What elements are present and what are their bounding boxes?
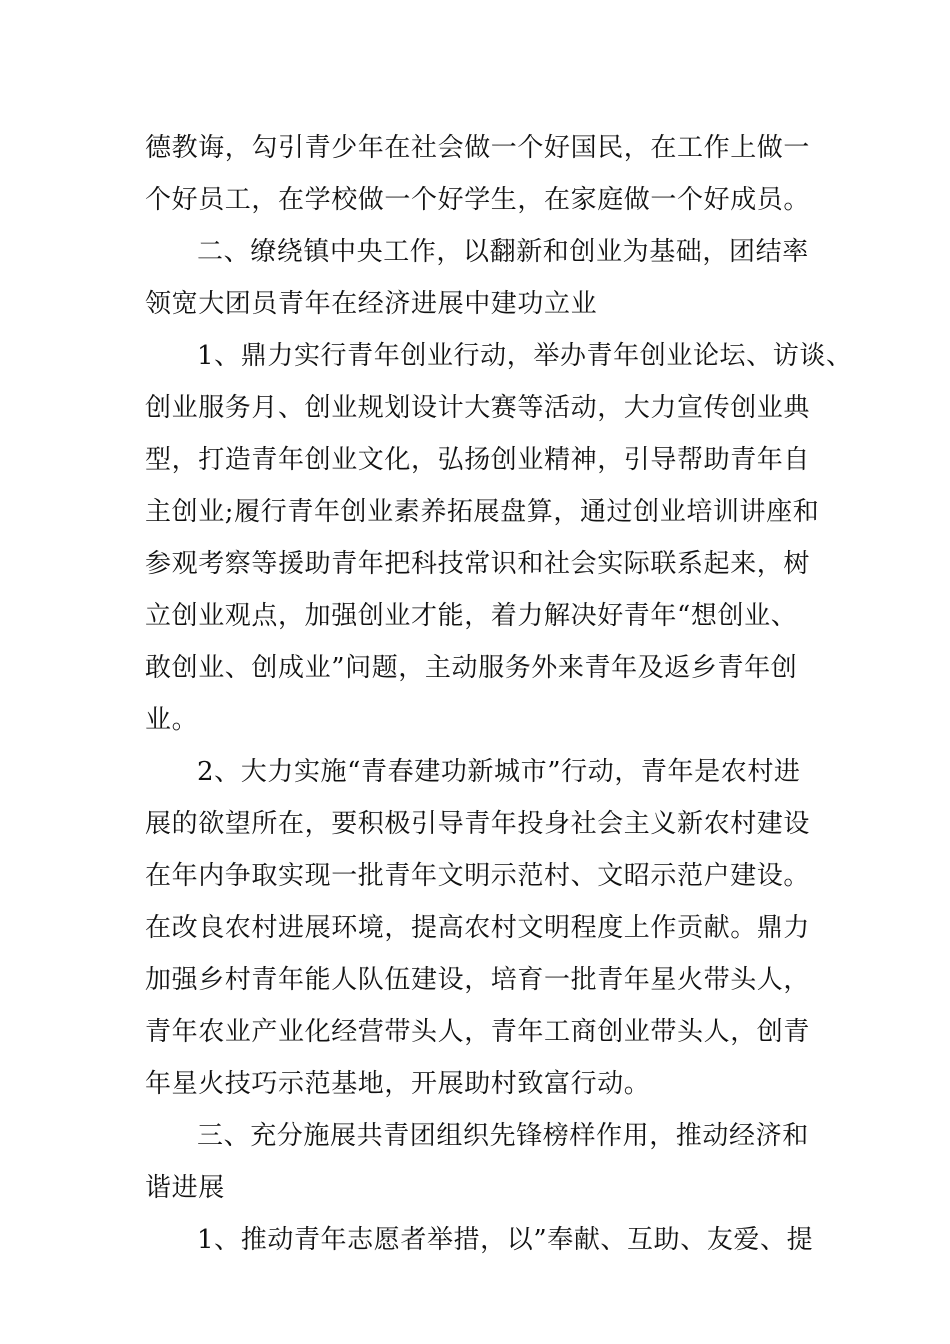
text-line: 参观考察等援助青年把科技常识和社会实际联系起来，树 — [145, 549, 811, 579]
heading-line: 谐进展 — [145, 1173, 225, 1203]
text-line: 业。 — [145, 705, 199, 735]
text-line: 2、大力实施“青春建功新城市”行动，青年是农村进 — [197, 757, 801, 787]
text-line: 展的欲望所在，要积极引导青年投身社会主义新农村建设 — [145, 809, 811, 839]
text-line: 1、鼎力实行青年创业行动，举办青年创业论坛、访谈、 — [197, 341, 853, 371]
heading-line: 领宽大团员青年在经济进展中建功立业 — [145, 289, 598, 319]
text-line: 年星火技巧示范基地，开展助村致富行动。 — [145, 1069, 651, 1099]
text-line: 在年内争取实现一批青年文明示范村、文昭示范户建设。 — [145, 861, 811, 891]
text-line: 主创业;履行青年创业素养拓展盘算，通过创业培训讲座和 — [145, 497, 820, 527]
text-line: 型，打造青年创业文化，弘扬创业精神，引导帮助青年自 — [145, 445, 811, 475]
heading-line: 三、充分施展共青团组织先锋榜样作用，推动经济和 — [197, 1121, 809, 1151]
text-line: 敢创业、创成业”问题，主动服务外来青年及返乡青年创 — [145, 653, 798, 683]
text-line: 加强乡村青年能人队伍建设，培育一批青年星火带头人， — [145, 965, 811, 995]
text-line: 立创业观点，加强创业才能，着力解决好青年“想创业、 — [145, 601, 798, 631]
text-line: 1、推动青年志愿者举措，以”奉献、互助、友爱、提 — [197, 1225, 814, 1255]
text-line: 德教诲，勾引青少年在社会做一个好国民，在工作上做一 — [145, 133, 811, 163]
heading-line: 二、缭绕镇中央工作，以翻新和创业为基础，团结率 — [197, 237, 809, 267]
text-line: 创业服务月、创业规划设计大赛等活动，大力宣传创业典 — [145, 393, 811, 423]
text-line: 个好员工，在学校做一个好学生，在家庭做一个好成员。 — [145, 185, 811, 215]
text-line: 在改良农村进展环境，提高农村文明程度上作贡献。鼎力 — [145, 913, 811, 943]
text-line: 青年农业产业化经营带头人，青年工商创业带头人，创青 — [145, 1017, 811, 1047]
